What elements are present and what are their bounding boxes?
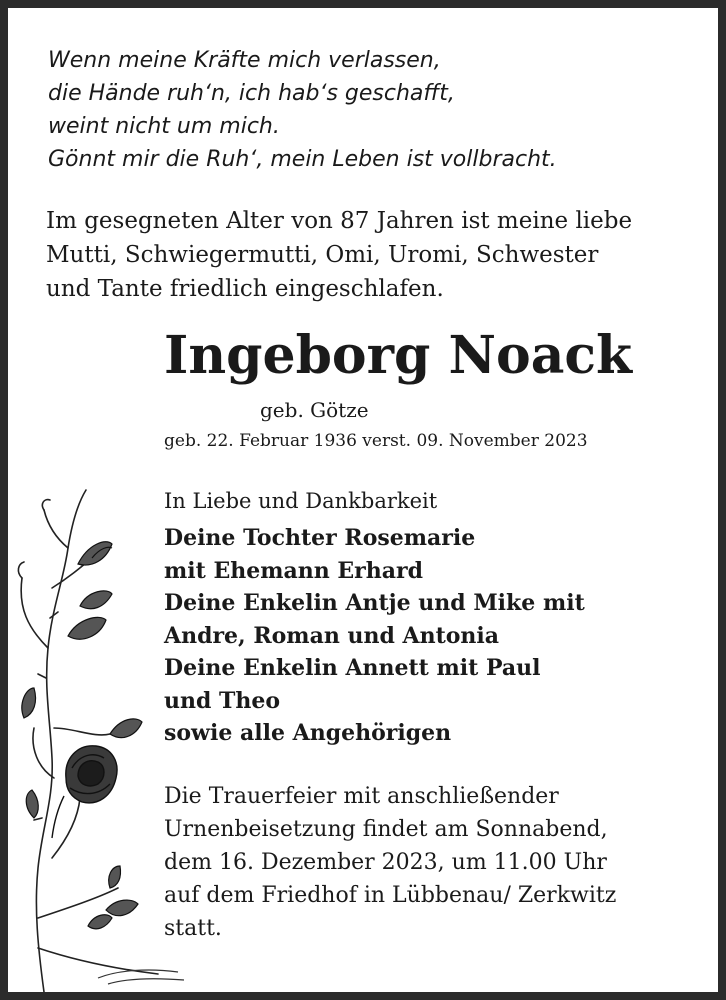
family-line: Deine Enkelin Annett mit Paul [164,655,541,681]
intro-text [46,204,632,306]
poem-line: die Hände ruh‘n, ich hab‘s geschafft, [48,81,455,106]
obituary-card [8,8,718,992]
family-line: und Theo [164,687,281,714]
poem-line: Gönnt mir die Ruh‘, mein Leben ist vollbracht. [48,147,557,172]
poem-line: weint nicht um mich. [48,114,280,139]
poem-line: Wenn meine Kräfte mich verlassen, [48,48,441,73]
family-line: Andre, Roman und Antonia [164,622,500,649]
service-line: statt. [164,916,222,941]
deceased-name: Ingeborg Noack [164,325,633,386]
family-list [164,522,585,750]
family-line: Deine Tochter Rosemarie [164,525,476,551]
poem [48,44,557,176]
service-line: auf dem Friedhof in Lübbenau/ Zerkwitz [164,883,617,908]
gratitude-line: In Liebe und Dankbarkeit [164,489,438,513]
intro-line: Im gesegneten Alter von 87 Jahren ist meine liebe [46,208,633,234]
service-line: Urnenbeisetzung findet am Sonnabend, [164,817,608,842]
family-line: mit Ehemann Erhard [164,557,423,584]
service-info [164,780,616,945]
family-line: Deine Enkelin Antje und Mike mit [164,590,585,616]
intro-line: Mutti, Schwiegermutti, Omi, Uromi, Schwester [46,242,599,268]
service-line: Die Trauerfeier mit anschließender [164,784,559,809]
maiden-name: geb. Götze [260,398,369,422]
rose-drawing-icon [8,478,188,992]
service-line: dem 16. Dezember 2023, um 11.00 Uhr [164,850,607,875]
family-line: sowie alle Angehörigen [164,720,452,746]
life-dates: geb. 22. Februar 1936 verst. 09. November 2023 [164,431,588,451]
intro-line: und Tante friedlich eingeschlafen. [46,276,444,302]
